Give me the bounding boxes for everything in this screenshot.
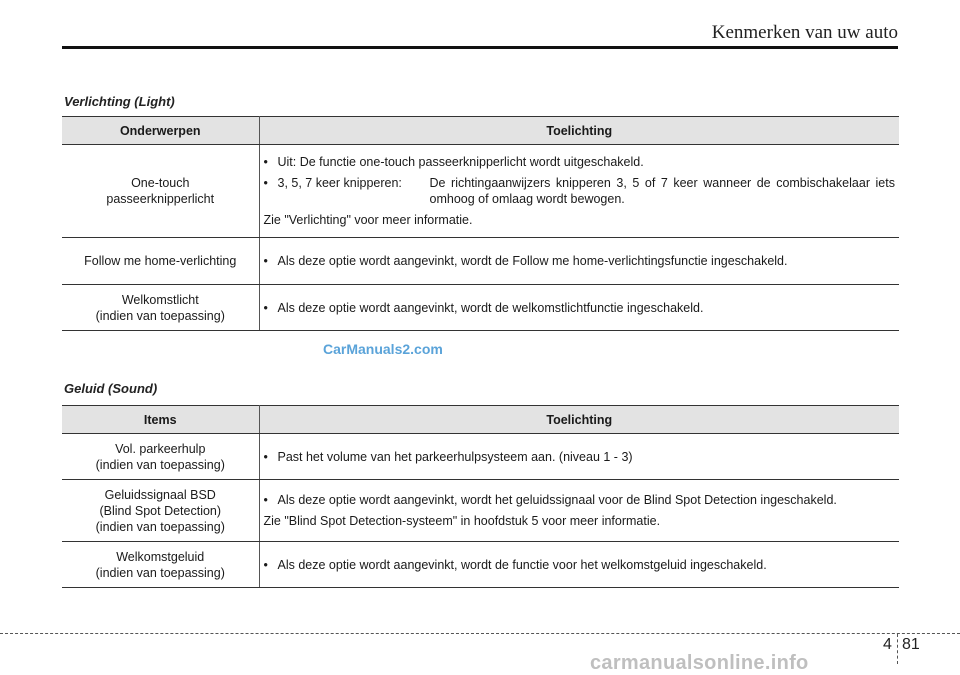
- row-topic: Geluidssignaal BSD (Blind Spot Detection) (indien van toepassing): [62, 480, 259, 542]
- list-item: • Uit: De functie one-touch passeerknipperlicht wordt uitgeschakeld.: [263, 155, 644, 169]
- row-topic: Welkomstgeluid (indien van toepassing): [62, 542, 259, 588]
- table-row: [62, 542, 899, 588]
- footer-rule: [0, 633, 960, 634]
- table-header-row: [62, 406, 899, 434]
- list-item: • Als deze optie wordt aangevinkt, wordt de functie voor het welkomstgeluid ingeschakeld.: [263, 557, 767, 572]
- row-topic: One-touch passeerknipperlicht: [62, 145, 259, 238]
- section-title-sound: Geluid (Sound): [64, 381, 158, 396]
- page-number: 81: [902, 636, 920, 653]
- column-header-items: Items: [62, 406, 259, 434]
- section-title-light: Verlichting (Light): [64, 94, 175, 109]
- table-row: [62, 480, 899, 542]
- column-header-explanation: Toelichting: [259, 406, 899, 434]
- row-topic: Welkomstlicht (indien van toepassing): [62, 285, 259, 331]
- list-item: • Past het volume van het parkeerhulpsysteem aan. (niveau 1 - 3): [263, 449, 633, 464]
- row-topic: Follow me home-verlichting: [62, 238, 259, 285]
- list-item: • Als deze optie wordt aangevinkt, wordt de welkomstlichtfunctie ingeschakeld.: [263, 300, 704, 315]
- column-header-explanation: Toelichting: [259, 117, 899, 145]
- row-explanation: [259, 145, 899, 238]
- row-explanation: [259, 480, 899, 542]
- row-explanation: [259, 285, 899, 331]
- row-note: Zie "Blind Spot Detection-systeem" in hoofdstuk 5 voor meer informatie.: [263, 514, 661, 528]
- site-watermark: carmanualsonline.info: [590, 652, 809, 674]
- row-topic: Vol. parkeerhulp (indien van toepassing): [62, 434, 259, 480]
- watermark-logo: CarManuals2.com: [323, 341, 443, 357]
- sound-settings-table: [62, 405, 899, 588]
- light-settings-table: [62, 116, 899, 331]
- chapter-number: 4: [883, 636, 892, 653]
- row-explanation: [259, 238, 899, 285]
- table-header-row: [62, 117, 899, 145]
- row-explanation: [259, 434, 899, 480]
- list-item: • Als deze optie wordt aangevinkt, wordt de Follow me home-verlichtingsfunctie ingeschakeld.: [263, 254, 788, 268]
- chapter-header-title: Kenmerken van uw auto: [711, 22, 898, 43]
- row-note: Zie "Verlichting" voor meer informatie.: [263, 213, 473, 227]
- list-item: • Als deze optie wordt aangevinkt, wordt het geluidssignaal voor de Blind Spot Detection ingeschakeld.: [263, 493, 837, 507]
- table-row: [62, 285, 899, 331]
- table-row: [62, 434, 899, 480]
- list-item: • 3, 5, 7 keer knipperen: De richtingaanwijzers knipperen 3, 5 of 7 keer wanneer de combischakelaar iets omhoog of omlaag wordt bewogen.: [263, 176, 895, 206]
- column-header-topic: Onderwerpen: [62, 117, 259, 145]
- table-row: [62, 238, 899, 285]
- table-row: [62, 145, 899, 238]
- page-number-separator: [897, 634, 898, 664]
- row-explanation: [259, 542, 899, 588]
- header-rule: [62, 46, 898, 49]
